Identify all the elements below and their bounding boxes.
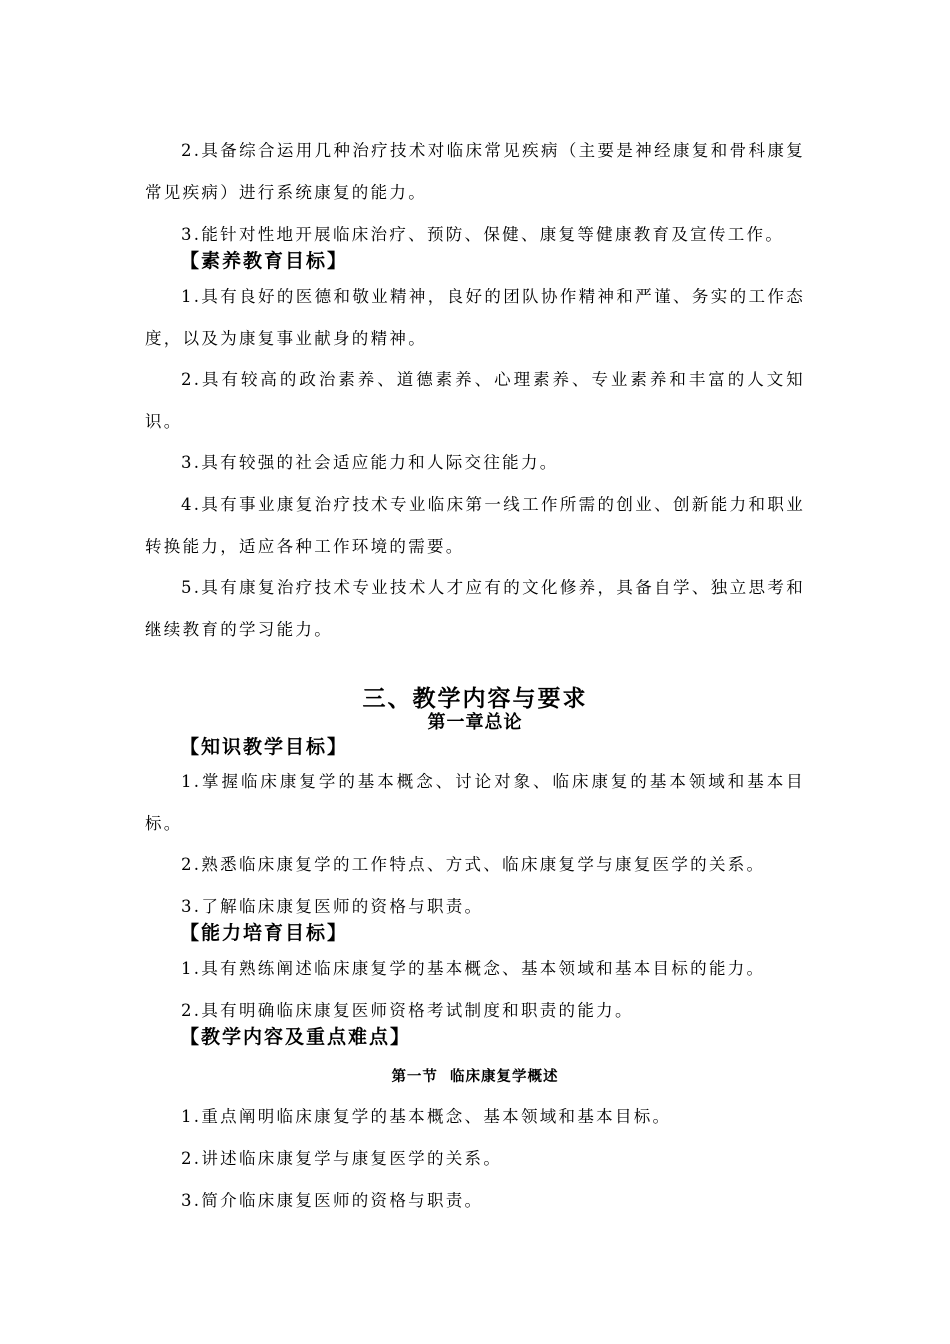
paragraph: 3.能针对性地开展临床治疗、预防、保健、康复等健康教育及宣传工作。 xyxy=(181,225,785,244)
paragraph: 2.讲述临床康复学与康复医学的关系。 xyxy=(181,1149,503,1168)
paragraph: 1.掌握临床康复学的基本概念、讨论对象、临床康复的基本领域和基本目标。 xyxy=(145,772,805,833)
section-heading: 【教学内容及重点难点】 xyxy=(180,1026,412,1048)
paragraph: 2.具备综合运用几种治疗技术对临床常见疾病（主要是神经康复和骨科康复常见疾病）进行系统康复的能力。 xyxy=(145,141,805,202)
paragraph: 2.具有明确临床康复医师资格考试制度和职责的能力。 xyxy=(181,1001,634,1020)
section-heading: 【知识教学目标】 xyxy=(180,736,349,758)
chapter-title: 第一章总论 xyxy=(427,712,523,733)
section-heading: 【素养教育目标】 xyxy=(180,250,349,272)
paragraph: 4.具有事业康复治疗技术专业临床第一线工作所需的创业、创新能力和职业转换能力，适应各种工作环境的需要。 xyxy=(145,495,805,556)
paragraph: 1.具有熟练阐述临床康复学的基本概念、基本领域和基本目标的能力。 xyxy=(181,959,766,978)
paragraph: 3.了解临床康复医师的资格与职责。 xyxy=(181,897,484,916)
subsection-title: 第一节 临床康复学概述 xyxy=(391,1068,559,1085)
paragraph: 5.具有康复治疗技术专业技术人才应有的文化修养，具备自学、独立思考和继续教育的学习能力。 xyxy=(145,578,805,639)
paragraph: 3.简介临床康复医师的资格与职责。 xyxy=(181,1191,484,1210)
paragraph: 2.熟悉临床康复学的工作特点、方式、临床康复学与康复医学的关系。 xyxy=(181,855,766,874)
paragraph: 1.具有良好的医德和敬业精神，良好的团队协作精神和严谨、务实的工作态度，以及为康复事业献身的精神。 xyxy=(145,287,805,348)
paragraph: 1.重点阐明临床康复学的基本概念、基本领域和基本目标。 xyxy=(181,1107,672,1126)
section-heading: 【能力培育目标】 xyxy=(180,922,349,944)
section-title: 三、教学内容与要求 xyxy=(362,685,588,712)
paragraph: 2.具有较高的政治素养、道德素养、心理素养、专业素养和丰富的人文知识。 xyxy=(145,370,805,431)
paragraph: 3.具有较强的社会适应能力和人际交往能力。 xyxy=(181,453,559,472)
